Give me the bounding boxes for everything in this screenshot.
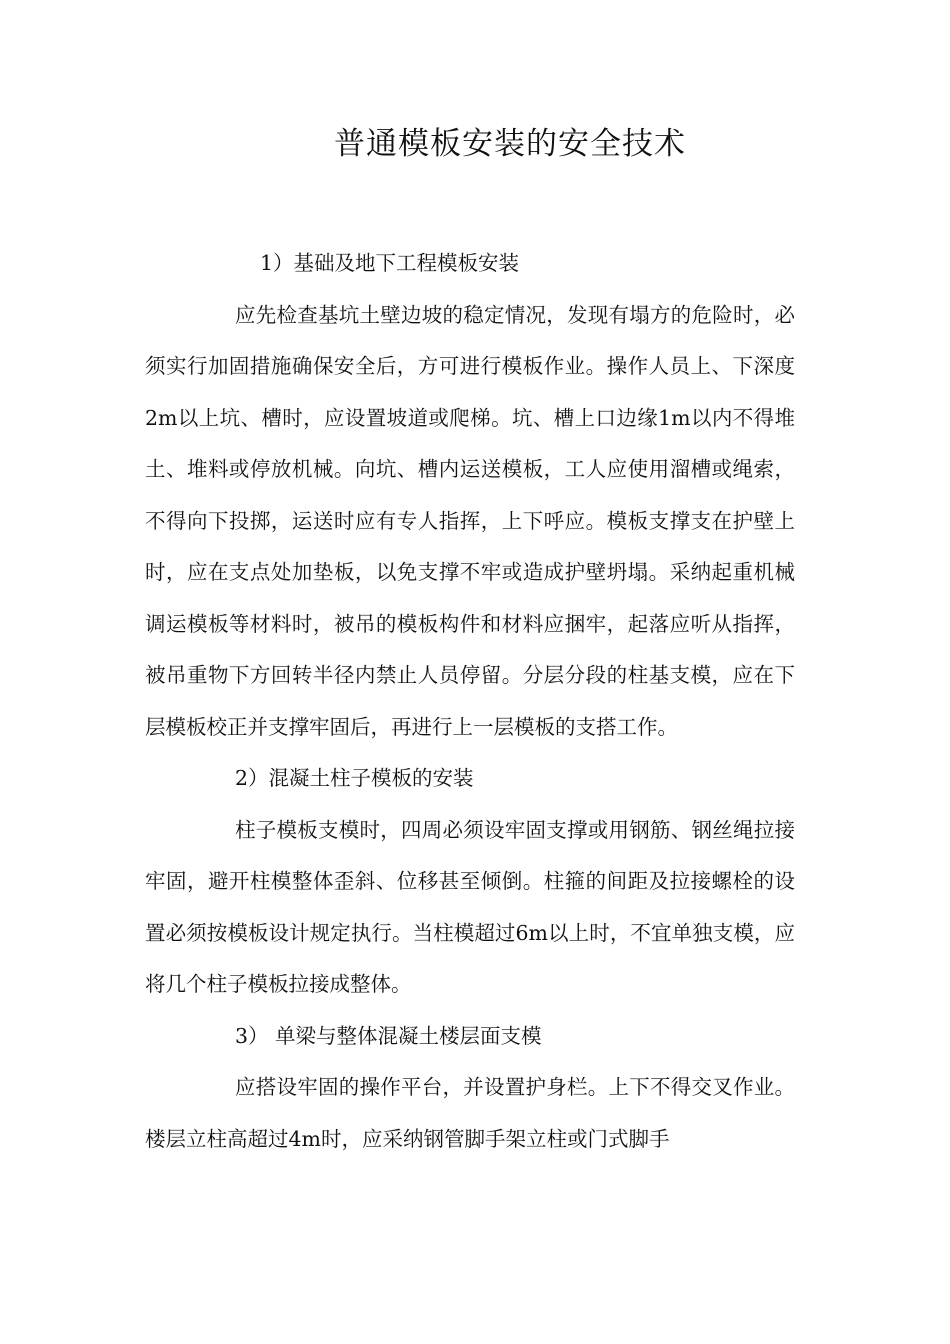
document-body: [145, 238, 795, 1165]
page-title: 普通模板安装的安全技术: [334, 126, 686, 162]
section-heading-2: 2）混凝土柱子模板的安装: [235, 766, 474, 790]
section-heading-3: 3） 单梁与整体混凝土楼层面支模: [235, 1023, 542, 1048]
section-paragraph-3: 应搭设牢固的操作平台，并设置护身栏。上下不得交叉作业。楼层立柱高超过4m时，应采纳钢管脚手架立柱或门式脚手: [145, 1075, 795, 1151]
section-heading-1: 1）基础及地下工程模板安装: [260, 251, 520, 275]
section-paragraph-1: 应先检查基坑土壁边坡的稳定情况，发现有塌方的危险时，必须实行加固措施确保安全后，方可进行模板作业。操作人员上、下深度2m以上坑、槽时，应设置坡道或爬梯。坑、槽上口边缘1m以内不得堆土、堆料或停放机械。向坑、槽内运送模板，工人应使用溜槽或绳索，不得向下投掷，运送时应有专人指挥，上下呼应。模板支撑支在护壁上时，应在支点处加垫板，以免支撑不牢或造成护壁坍塌。采纳起重机械调运模板等材料时，被吊的模板构件和材料应捆牢，起落应听从指挥，被吊重物下方回转半径内禁止人员停留。分层分段的柱基支模，应在下层模板校正并支撑牢固后，再进行上一层模板的支搭工作。: [145, 302, 795, 739]
section-paragraph-2: 柱子模板支模时，四周必须设牢固支撑或用钢筋、钢丝绳拉接牢固，避开柱模整体歪斜、位移甚至倾倒。柱箍的间距及拉接螺栓的设置必须按模板设计规定执行。当柱模超过6m以上时，不宜单独支模，应将几个柱子模板拉接成整体。: [145, 817, 795, 996]
